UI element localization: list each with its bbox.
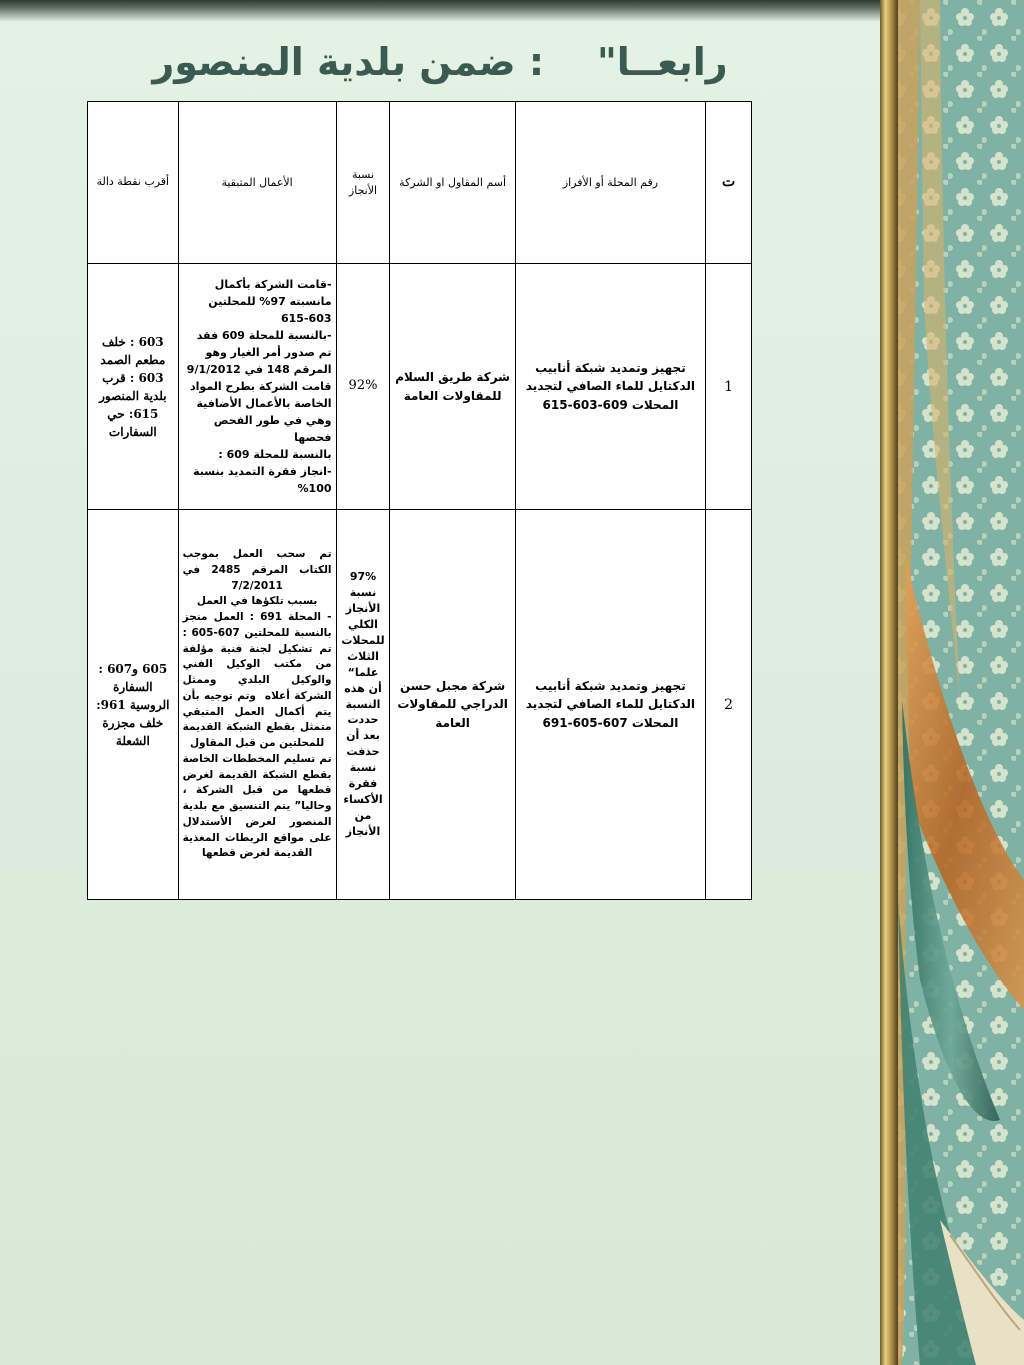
page-title: رابعــا" : ضمن بلدية المنصور (152, 40, 728, 84)
row-num: 2 (706, 510, 752, 900)
table-header-row (88, 102, 752, 264)
row-percent: 92% (336, 264, 390, 510)
row-location: تجهيز وتمديد شبكة أنابيب الدكتايل للماء الصافي لتجديد المحلات 607-605-691 (515, 510, 705, 900)
floral-curtain-decoration (880, 0, 1024, 1365)
header-company: أسم المقاول او الشركة (390, 102, 515, 264)
header-nearest: أقرب نقطة دالة (88, 102, 179, 264)
table-row (88, 264, 752, 510)
row-percent: 97% نسبة الأنجاز الكلي للمحلات الثلاث علما“ أن هذه النسبة حددت بعد أن حذفت نسبة فقرة الأكساء من الأنجاز (336, 510, 390, 900)
projects-table (87, 101, 752, 900)
row-num: 1 (706, 264, 752, 510)
row-company: شركة طريق السلام للمقاولات العامة (390, 264, 515, 510)
header-num: ت (706, 102, 752, 264)
top-shadow (0, 0, 880, 22)
row-location: تجهيز وتمديد شبكة أنابيب الدكتايل للماء الصافي لتجديد المحلات 609-603-615 (515, 264, 705, 510)
header-works: الأعمال المتبقية (178, 102, 336, 264)
header-location: رقم المحلة أو الأفراز (515, 102, 705, 264)
row-company: شركة مجبل حسن الدراجي للمقاولات العامة (390, 510, 515, 900)
header-percent: نسبة الأنجاز (336, 102, 390, 264)
curtain-illustration (880, 0, 1024, 1365)
row-works: تم سحب العمل بموجب الكتاب المرقم 2485 في 7/2/2011 بسبب تلكؤها في العمل - المحلة 691 : العمل منجز بالنسبة للمحلتين 607-605 : تم تشكيل لجنة فنية مؤلفة من مكتب الوكيل الفني والوكيل البلدي وممثل الشركة أعلاه وتم توجيه بأن يتم أكمال العمل المتبقي متمثل بقطع الشبكة القديمة للمحلتين من قبل المقاول تم تسليم المخططات الخاصة بقطع الشبكة القديمة لغرض قطعها من قبل الشركة ، وحاليا” يتم التنسيق مع بلدية المنصور لغرض الأستدلال على مواقع الربطات المغذية القديمة لغرض قطعها (178, 510, 336, 900)
row-works: -قامت الشركة بأكمال مانسبته 97% للمحلتين 603-615 -بالنسبة للمحلة 609 فقد تم صدور أمر الغيار وهو المرقم 148 في 9/1/2012 قامت الشركة بطرح المواد الخاصة بالأعمال الأضافية وهي في طور الفحص فحصها بالنسبة للمحلة 609 : -انجاز فقرة التمديد بنسبة 100% (178, 264, 336, 510)
row-nearest: 605 و607 : السفارة الروسية 961: خلف مجزرة الشعلة (88, 510, 179, 900)
row-nearest: 603 : خلف مطعم الصمد 603 : قرب بلدية المنصور 615: حي السفارات (88, 264, 179, 510)
table-row (88, 510, 752, 900)
